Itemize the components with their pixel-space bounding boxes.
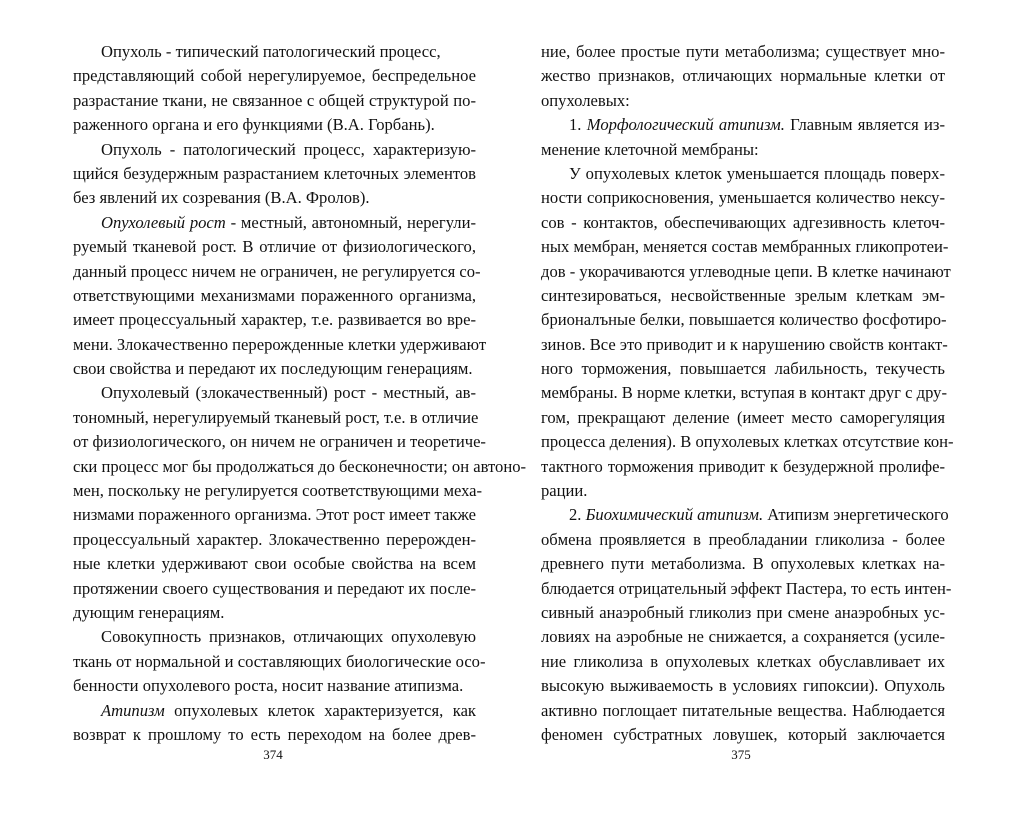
text-line (73, 211, 476, 234)
text-line: высокую выживаемость в условиях гипоксии). Опухоль (541, 676, 945, 695)
text-line: синтезироваться, несвойственные зрелым клеткам эм- (541, 286, 945, 305)
text-line: ответствующими механизмами пораженного организма, (73, 286, 476, 305)
text-line: представляющий собой нерегулируемое, беспредельное (73, 66, 476, 85)
text-line: зинов. Все это приводит и к нарушению свойств контакт- (541, 335, 948, 354)
text-line: ски процесс мог бы продолжаться до бесконечности; он автоно- (73, 457, 527, 476)
text-line: ловиях на аэробные не снижается, а сохраняется (усиле- (541, 627, 945, 646)
text-line: возврат к прошлому то есть переходом на более древ- (73, 725, 476, 744)
text-line: брионалъные белки, повышается количество фосфотиро- (541, 310, 947, 329)
text-line: активно поглощает питательные вещества. Наблюдается (541, 701, 945, 720)
text-line: тактного торможения приводит к безудержной пролифе- (541, 457, 945, 476)
text-line: ных мембран, меняется состав мембранных гликопротеи- (541, 237, 949, 256)
text-line: процесса деления). В опухолевых клетках отсутствие кон- (541, 432, 954, 451)
italic-term: Морфологический атипизм. (586, 115, 785, 134)
italic-term: Атипизм (101, 701, 165, 720)
text-line: низмами пораженного организма. Этот рост имеет также (73, 505, 476, 524)
text-line: опухолевых: (541, 91, 630, 110)
text-line: ности соприкосновения, уменьшается количество нексу- (541, 188, 945, 207)
text-line: процессуальный характер. Злокачественно перерожден- (73, 530, 476, 549)
text-span: опухолевых клеток характеризуется, как (174, 701, 476, 720)
text-line: щийся безудержным разрастанием клеточных элементов (73, 164, 476, 183)
text-line: ные клетки удерживают свои особые свойства на всем (73, 554, 476, 573)
text-line: разрастание ткани, не связанное с общей структурой по- (73, 91, 476, 110)
text-line: без явлений их созревания (В.А. Фролов). (73, 188, 370, 207)
text-line: бенности опухолевого роста, носит название атипизма. (73, 676, 464, 695)
text-line: менение клеточной мембраны: (541, 140, 759, 159)
text-line: дов - укорачиваются углеводные цепи. В клетке начинают (541, 262, 951, 281)
text-line: древнего пути метаболизма. В опухолевых клетках на- (541, 554, 945, 573)
text-line: ние гликолиза в опухолевых клетках обуславливает их (541, 652, 945, 671)
text-line: данный процесс ничем не ограничен, не регулируется со- (73, 262, 481, 281)
text-line (73, 699, 476, 722)
text-line: обмена проявляется в преобладании гликолиза - более (541, 530, 945, 549)
text-line: Опухолевый (злокачественный) рост - местный, ав- (101, 383, 476, 402)
italic-term: Биохимический атипизм. (585, 505, 764, 524)
text-line: имеет процессуальный характер, т.е. развивается во вре- (73, 310, 476, 329)
text-line: жество признаков, отличающих нормальные клетки от (541, 66, 945, 85)
text-line: блюдается отрицательный эффект Пастера, то есть интен- (541, 579, 952, 598)
italic-term: Опухолевый рост (101, 213, 226, 232)
list-number: 1. (569, 115, 582, 134)
text-line: У опухолевых клеток уменьшается площадь поверх- (569, 164, 945, 183)
text-line: тономный, нерегулируемый тканевый рост, т.е. в отличие (73, 408, 479, 427)
text-span: Атипизм энергетического (767, 505, 949, 524)
text-line: гом, прекращают деление (имеет место саморегуляция (541, 408, 945, 427)
list-number: 2. (569, 505, 582, 524)
page-number: 375 (731, 747, 751, 762)
text-line: дующим генерациям. (73, 603, 225, 622)
text-line: протяжении своего существования и передают их после- (73, 579, 476, 598)
text-line (541, 113, 945, 136)
text-line: ние, более простые пути метаболизма; существует мно- (541, 42, 945, 61)
text-line: свои свойства и передают их последующим генерациям. (73, 359, 473, 378)
text-line: мени. Злокачественно перерожденные клетки удерживают (73, 335, 487, 354)
text-line: феномен субстратных ловушек, который заключается (541, 725, 945, 744)
text-line: от физиологического, он ничем не ограничен и теоретиче- (73, 432, 486, 451)
text-line: ткань от нормальной и составляющих биологические осо- (73, 652, 486, 671)
text-line: сивный анаэробный гликолиз при смене анаэробных ус- (541, 603, 945, 622)
text-line: рации. (541, 481, 588, 500)
text-line: Опухоль - типический патологический процесс, (101, 42, 441, 61)
page-number: 374 (263, 747, 283, 762)
text-span: - местный, автономный, нерегули- (230, 213, 476, 232)
text-line: мембраны. В норме клетки, вступая в контакт друг с дру- (541, 383, 947, 402)
text-line: Опухоль - патологический процесс, характеризую- (101, 140, 476, 159)
text-line (541, 503, 949, 526)
text-line: ного торможения, повышается лабильность, текучесть (541, 359, 945, 378)
text-line: мен, поскольку не регулируется соответствующими меха- (73, 481, 483, 500)
text-line: сов - контактов, обеспечивающих адгезивность клеточ- (541, 213, 945, 232)
text-span: Главным является из- (790, 115, 946, 134)
text-line: раженного органа и его функциями (В.А. Горбань). (73, 115, 435, 134)
text-line: Совокупность признаков, отличающих опухолевую (101, 627, 476, 646)
text-line: руемый тканевой рост. В отличие от физиологического, (73, 237, 476, 256)
